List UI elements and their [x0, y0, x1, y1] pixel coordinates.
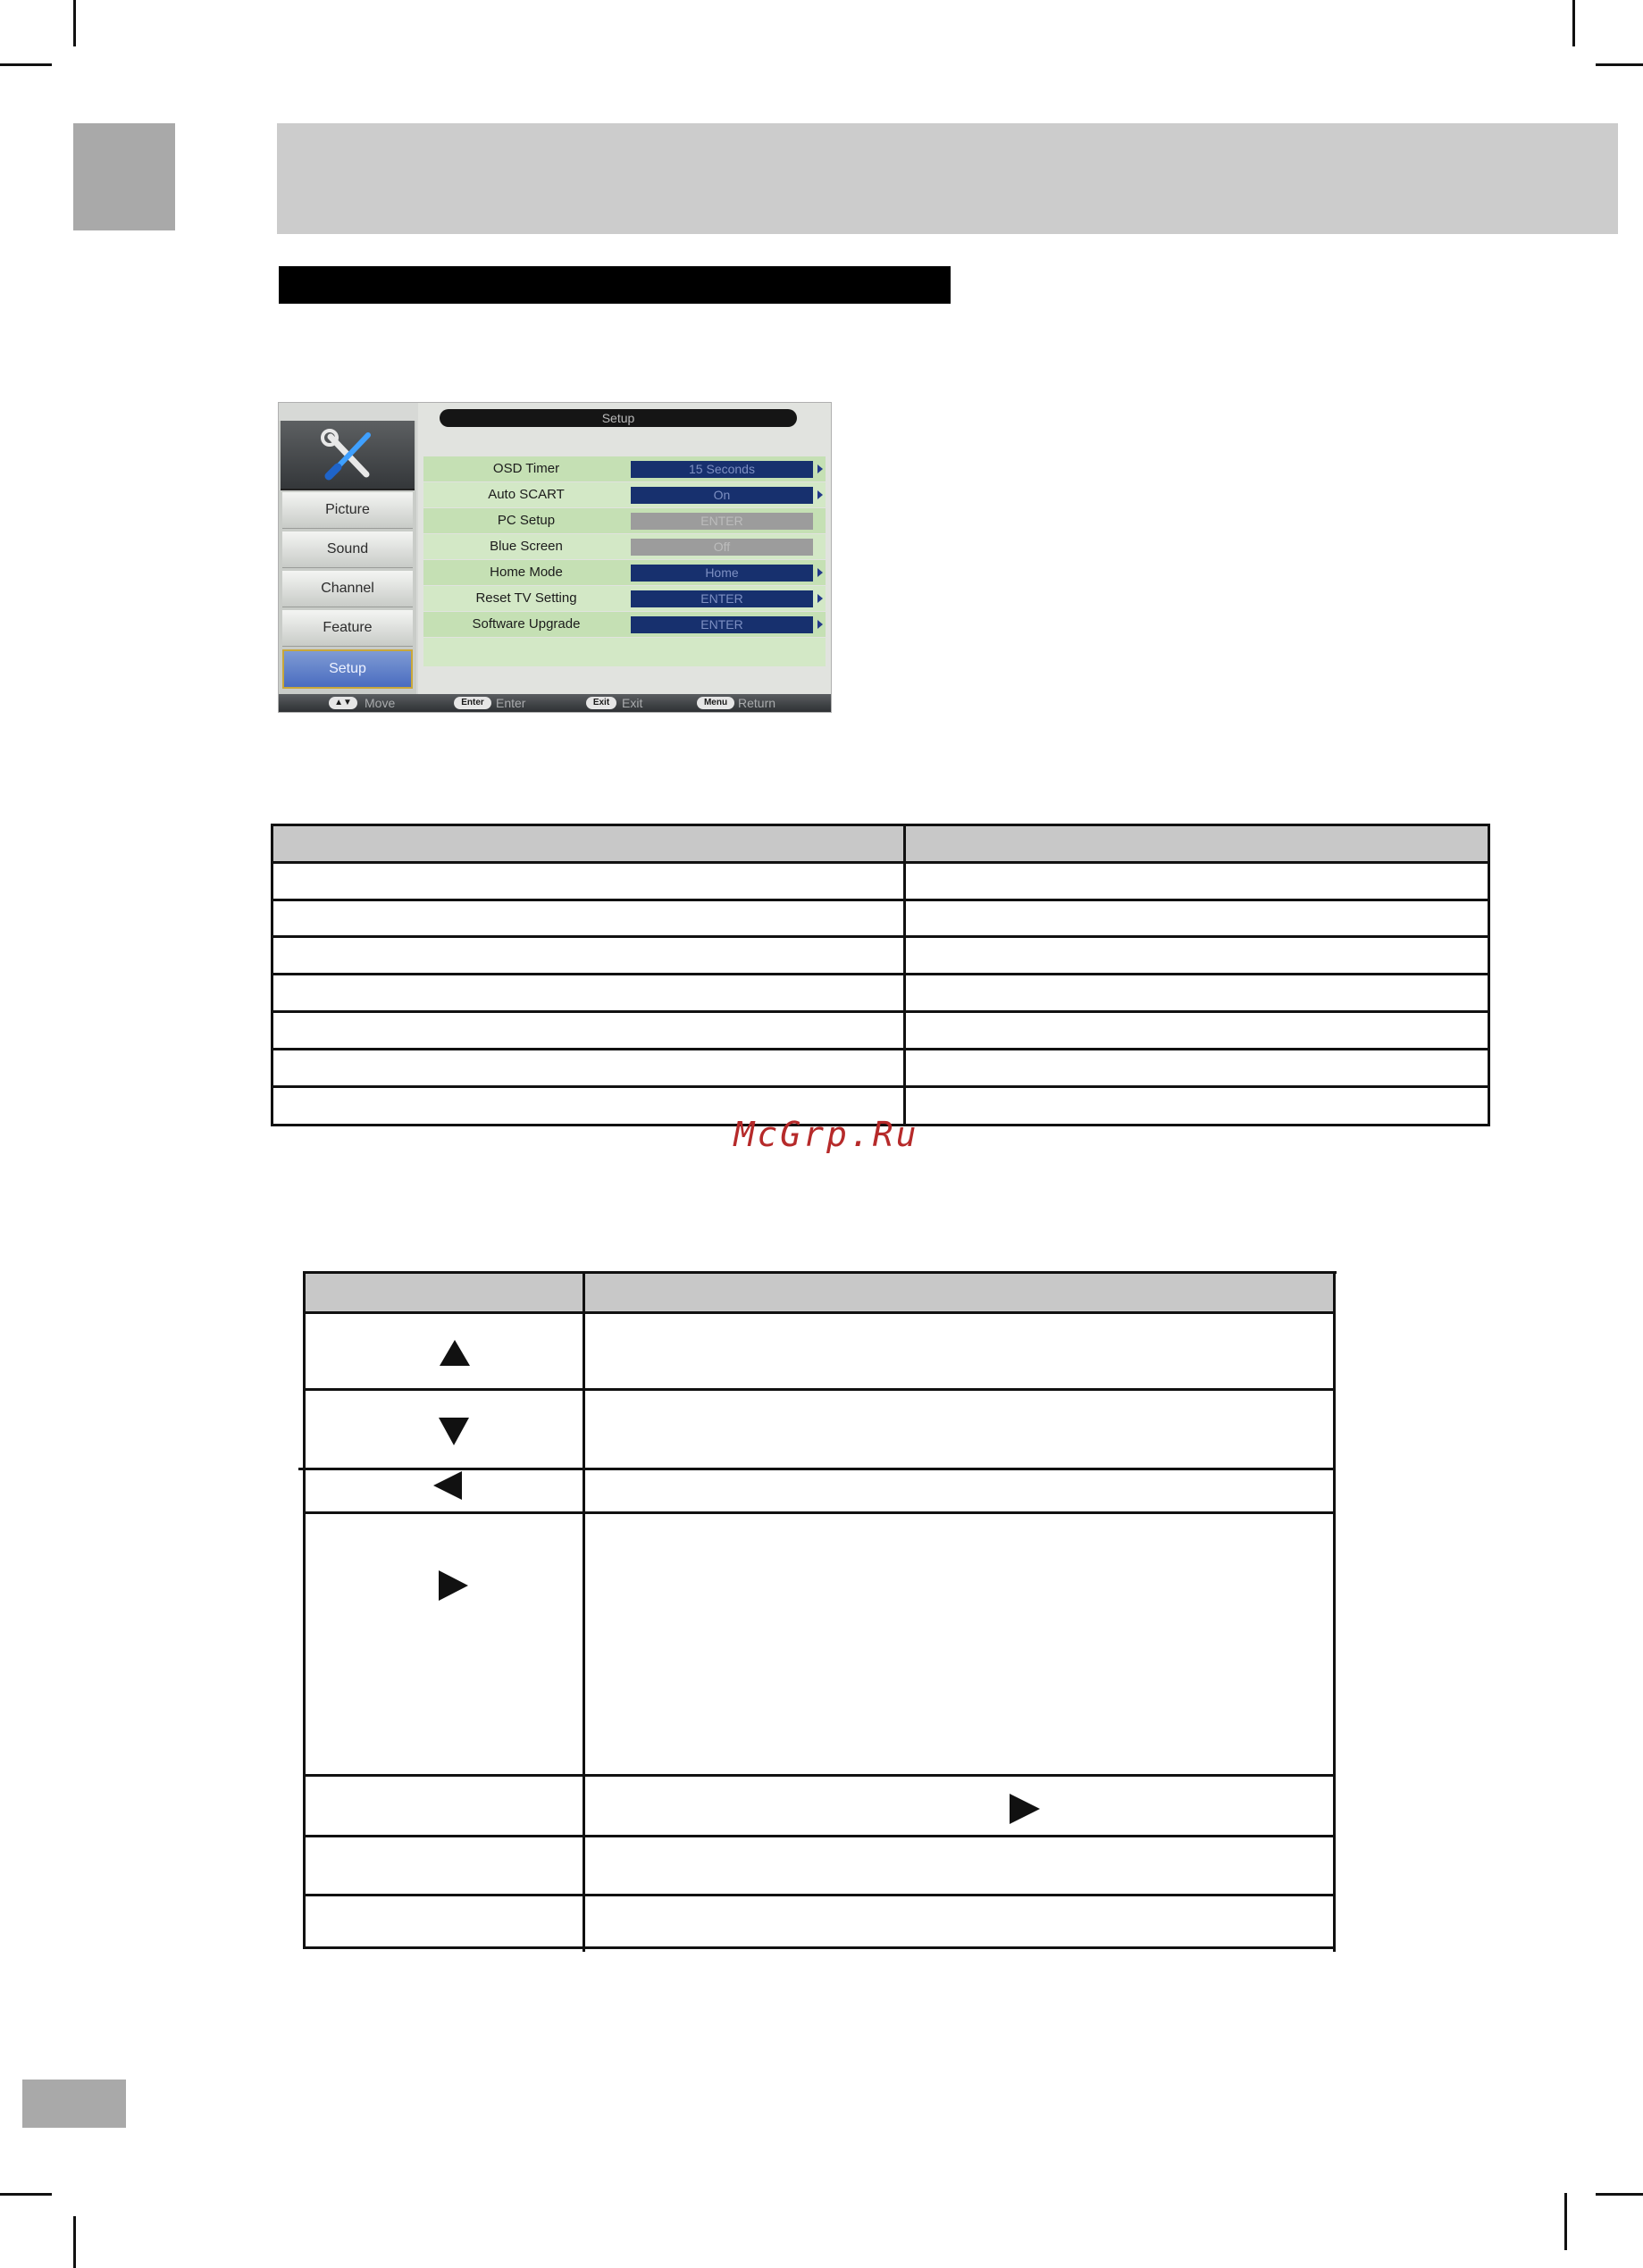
- osd-row-software-upgrade[interactable]: [423, 612, 826, 637]
- osd-row-value[interactable]: Home: [631, 565, 813, 582]
- crop-mark: [1572, 0, 1575, 46]
- osd-row-value[interactable]: On: [631, 487, 813, 504]
- table-header-row: [305, 1273, 1335, 1312]
- osd-row-reset-tv-setting[interactable]: [423, 586, 826, 611]
- enter-key-icon: Enter: [454, 697, 491, 709]
- osd-row-value: Off: [631, 539, 813, 556]
- crop-mark: [0, 63, 52, 66]
- osd-row-label: Software Upgrade: [472, 616, 581, 632]
- chapter-block: [73, 123, 175, 230]
- arrow-right-icon: [817, 620, 823, 629]
- osd-category-setup[interactable]: Setup: [282, 649, 413, 689]
- osd-row-blue-screen: [423, 534, 826, 559]
- osd-row-auto-scart[interactable]: [423, 482, 826, 507]
- arrow-right-icon: [817, 594, 823, 603]
- crop-mark: [1596, 2193, 1643, 2196]
- osd-row-label: Reset TV Setting: [475, 590, 577, 606]
- setup-menu-screenshot: [278, 402, 832, 713]
- osd-hint-bar: [279, 694, 831, 712]
- osd-category-channel[interactable]: Channel: [282, 571, 413, 607]
- section-title-bar: [279, 266, 951, 304]
- setup-icon-tile: [281, 421, 415, 490]
- tools-icon: [281, 421, 415, 489]
- osd-row-label: Blue Screen: [490, 539, 563, 554]
- arrow-right-icon: [1010, 1794, 1040, 1824]
- page-number-tab: [22, 2080, 126, 2128]
- osd-row-label: Home Mode: [490, 565, 563, 580]
- osd-row-value[interactable]: ENTER: [631, 590, 813, 607]
- osd-row-label: PC Setup: [497, 513, 556, 528]
- arrow-right-icon: [439, 1570, 468, 1601]
- table-header-row: [272, 824, 1488, 862]
- osd-row-pc-setup: [423, 508, 826, 533]
- arrow-up-icon: [440, 1340, 470, 1366]
- osd-row-value[interactable]: 15 Seconds: [631, 461, 813, 478]
- hint-exit: Exit: [622, 696, 643, 710]
- crop-mark: [0, 2193, 52, 2196]
- hint-return: Return: [738, 696, 776, 710]
- header-band: [277, 123, 1618, 234]
- osd-row-value[interactable]: ENTER: [631, 616, 813, 633]
- crop-mark: [1596, 63, 1643, 66]
- hint-enter: Enter: [496, 696, 526, 710]
- osd-row-label: OSD Timer: [492, 461, 560, 476]
- osd-options-panel: [418, 403, 831, 694]
- osd-menu-title: Setup: [440, 409, 797, 427]
- arrow-right-icon: [817, 568, 823, 577]
- osd-row-label: Auto SCART: [488, 487, 565, 502]
- exit-key-icon: Exit: [586, 697, 616, 709]
- arrow-right-icon: [817, 464, 823, 473]
- osd-row-value: ENTER: [631, 513, 813, 530]
- arrow-left-icon: [433, 1471, 462, 1500]
- osd-row-osd-timer[interactable]: [423, 456, 826, 481]
- move-key-icon: ▲▼: [329, 697, 357, 709]
- crop-mark: [1564, 2193, 1567, 2250]
- osd-category-picture[interactable]: Picture: [282, 492, 413, 529]
- arrow-down-icon: [439, 1418, 469, 1445]
- crop-mark: [73, 0, 76, 46]
- crop-mark: [73, 2216, 76, 2268]
- osd-category-feature[interactable]: Feature: [282, 610, 413, 647]
- osd-row-home-mode[interactable]: [423, 560, 826, 585]
- menu-key-icon: Menu: [697, 697, 734, 709]
- arrow-right-icon: [817, 490, 823, 499]
- osd-category-sound[interactable]: Sound: [282, 531, 413, 568]
- watermark: McGrp.Ru: [733, 1115, 919, 1154]
- hint-move: Move: [365, 696, 396, 710]
- osd-category-panel: [279, 421, 416, 695]
- osd-row-empty: [423, 638, 826, 666]
